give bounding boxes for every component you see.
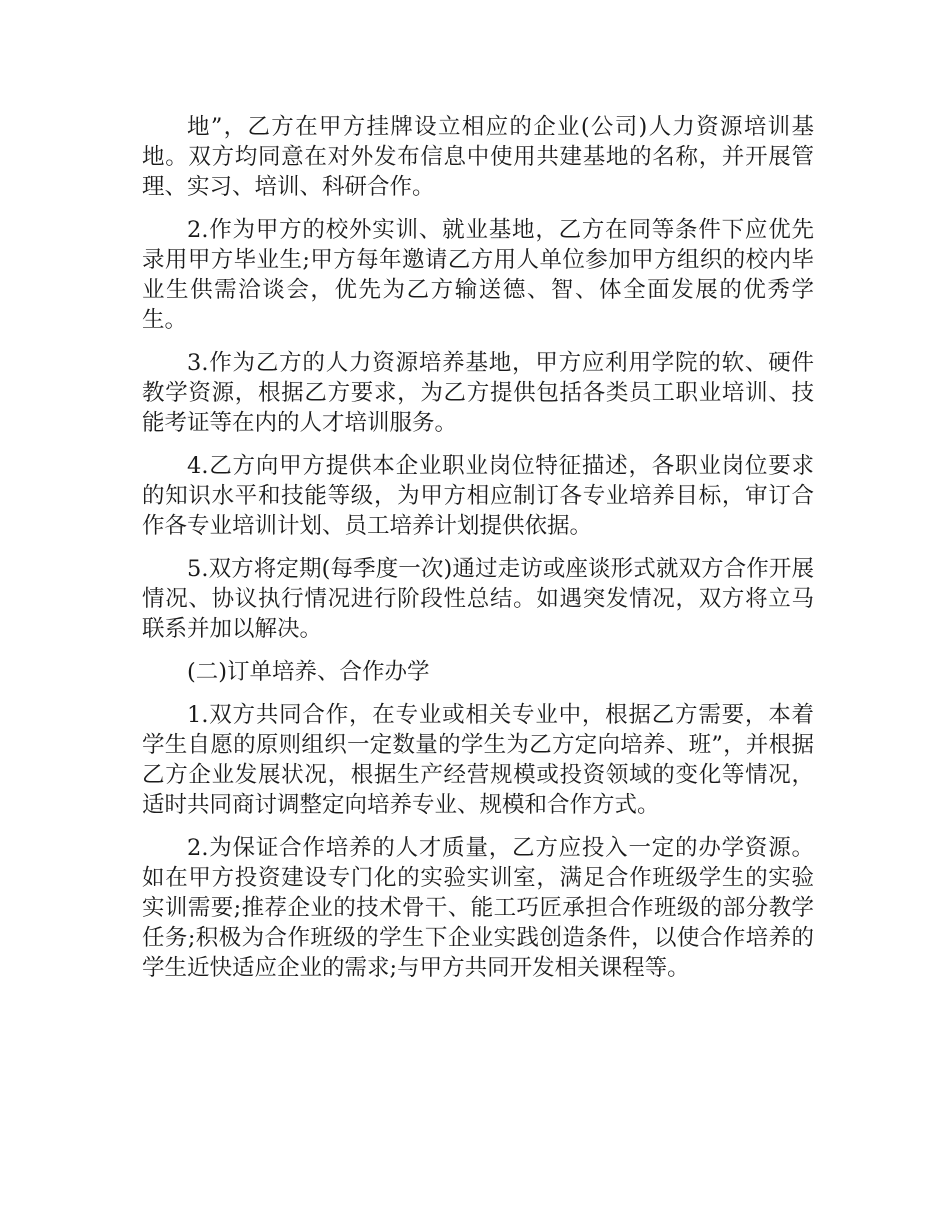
paragraph-base-naming: 地”，乙方在甲方挂牌设立相应的企业(公司)人力资源培训基地。双方均同意在对外发布信息中使用共建基地的名称，并开展管理、实习、培训、科研合作。 <box>142 114 814 200</box>
paragraph-item-4-job-description: 4.乙方向甲方提供本企业职业岗位特征描述，各职业岗位要求的知识水平和技能等级，为甲方相应制订各专业培养目标，审订合作各专业培训计划、员工培养计划提供依据。 <box>142 453 814 539</box>
paragraph-item-5-review: 5.双方将定期(每季度一次)通过走访或座谈形式就双方合作开展情况、协议执行情况进行阶段性总结。如遇突发情况，双方将立马联系并加以解决。 <box>142 556 814 642</box>
section-heading-order-training: (二)订单培养、合作办学 <box>187 659 430 685</box>
paragraph-item-3-training: 3.作为乙方的人力资源培养基地，甲方应利用学院的软、硬件教学资源，根据乙方要求，为乙方提供包括各类员工职业培训、技能考证等在内的人才培训服务。 <box>142 350 814 436</box>
paragraph-item-2-employment: 2.作为甲方的校外实训、就业基地，乙方在同等条件下应优先录用甲方毕业生;甲方每年邀请乙方用人单位参加甲方组织的校内毕业生供需洽谈会，优先为乙方输送德、智、体全面发展的优秀学生。 <box>142 217 814 333</box>
paragraph-order-item-1: 1.双方共同合作，在专业或相关专业中，根据乙方需要，本着学生自愿的原则组织一定数量的学生为乙方定向培养、班”，并根据乙方企业发展状况，根据生产经营规模或投资领域的变化等情况，适时共同商讨调整定向培养专业、规模和合作方式。 <box>142 702 814 818</box>
document-page <box>142 112 814 996</box>
paragraph-order-item-2: 2.为保证合作培养的人才质量，乙方应投入一定的办学资源。如在甲方投资建设专门化的实验实训室，满足合作班级学生的实验实训需要;推荐企业的技术骨干、能工巧匠承担合作班级的部分教学任务;积极为合作班级的学生下企业实践创造条件，以使合作培养的学生近快适应企业的需求;与甲方共同开发相关课程等。 <box>142 835 814 981</box>
